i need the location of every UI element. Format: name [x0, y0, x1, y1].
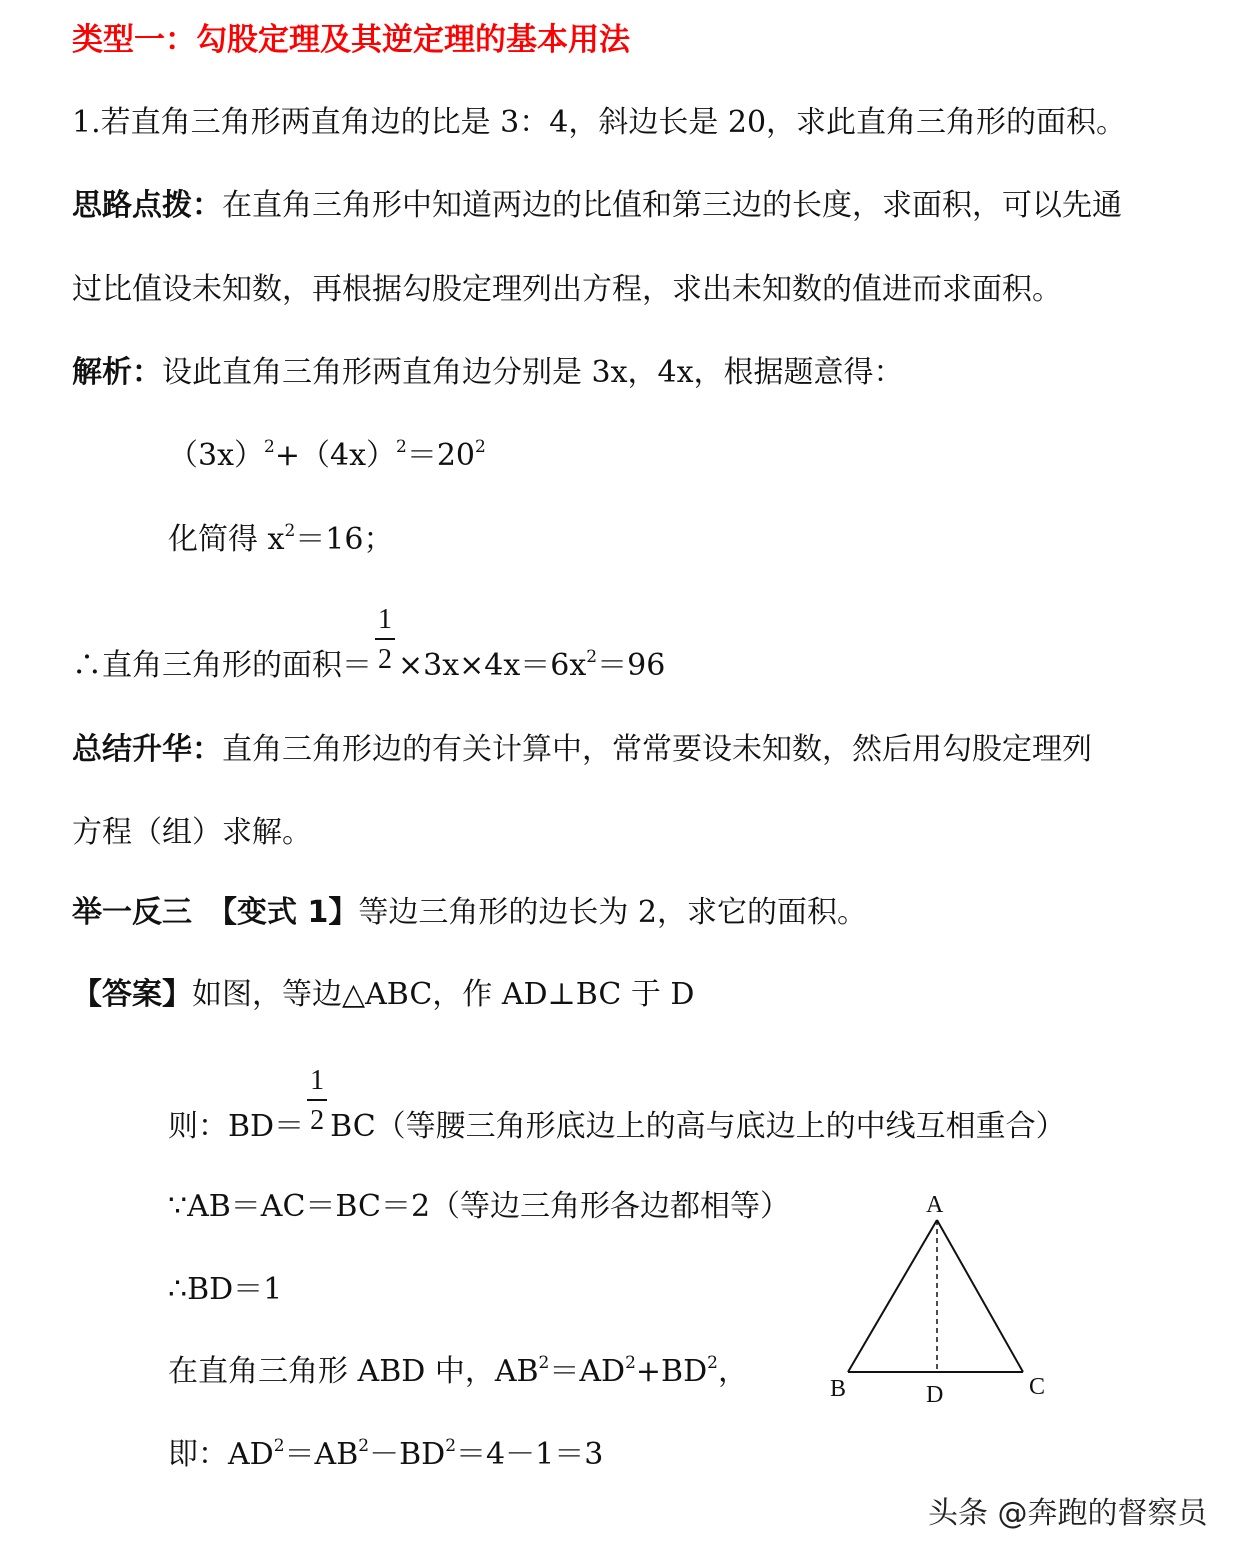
- fraction-denominator: 2: [310, 1105, 325, 1136]
- step5-minus: －BD: [369, 1437, 446, 1472]
- section-heading: 类型一：勾股定理及其逆定理的基本用法: [72, 22, 630, 58]
- step5-pre: 即：AD: [168, 1437, 274, 1472]
- hint-line-2: 过比值设未知数，再根据勾股定理列出方程，求出未知数的值进而求面积。: [72, 272, 1062, 307]
- eq1-a: （3x）: [168, 438, 265, 473]
- step4-pre: 在直角三角形 ABD 中，AB: [168, 1354, 539, 1389]
- step4-e3: 2: [707, 1353, 718, 1373]
- variant-label: 举一反三 【变式 1】: [72, 895, 359, 930]
- eq2-post: ＝16；: [295, 522, 394, 557]
- variant-text: 等边三角形的边长为 2，求它的面积。: [358, 895, 867, 930]
- eq2-exp: 2: [284, 521, 296, 541]
- summary-label: 总结升华：: [72, 732, 222, 767]
- hint-line-1: [72, 186, 1122, 226]
- step4-e2: 2: [625, 1353, 636, 1373]
- vertex-label-c: C: [1029, 1374, 1046, 1400]
- equation-2: [168, 520, 393, 560]
- equation-1: [168, 436, 486, 476]
- step5-mid: ＝AB: [284, 1437, 359, 1472]
- step5-e3: 2: [445, 1436, 457, 1456]
- point-label-d: D: [926, 1382, 944, 1408]
- step4-e1: 2: [538, 1353, 550, 1373]
- answer-step-5: [168, 1435, 603, 1475]
- eq1-plus: +（4x）: [274, 438, 396, 473]
- fraction-denominator: 2: [378, 644, 392, 675]
- answer-step-3: ∴BD＝1: [168, 1272, 283, 1307]
- step1-post: BC（等腰三角形底边上的高与底边上的中线互相重合）: [330, 1109, 1066, 1144]
- summary-text-1: 直角三角形边的有关计算中，常常要设未知数，然后用勾股定理列: [222, 732, 1092, 767]
- analysis-line: [72, 353, 904, 393]
- step4-mid: ＝AD: [549, 1354, 626, 1389]
- answer-text: 如图，等边△ABC，作 AD⊥BC 于 D: [192, 977, 695, 1012]
- question-1: 1.若直角三角形两直角边的比是 3：4，斜边长是 20，求此直角三角形的面积。: [72, 105, 1127, 140]
- answer-label: 【答案】: [72, 977, 192, 1012]
- variant-line: [72, 893, 867, 933]
- eq1-rhs: ＝20: [406, 438, 476, 473]
- vertex-label-b: B: [830, 1376, 847, 1402]
- answer-step-4: [168, 1352, 748, 1392]
- step4-plus: +BD: [635, 1354, 708, 1389]
- fraction-half-2: [306, 1065, 328, 1147]
- eq3-post: ＝96: [597, 648, 666, 683]
- eq1-a-exp: 2: [264, 437, 275, 457]
- fraction-half: [374, 604, 396, 686]
- answer-step-2: ∵AB＝AC＝BC＝2（等边三角形各边都相等）: [168, 1189, 791, 1224]
- fraction-numerator: 1: [310, 1065, 325, 1096]
- answer-line: [72, 975, 694, 1015]
- eq3-mid: ×3x×4x＝6x: [398, 648, 587, 683]
- hint-text-1: 在直角三角形中知道两边的比值和第三边的长度，求面积，可以先通: [222, 188, 1122, 223]
- analysis-text: 设此直角三角形两直角边分别是 3x，4x，根据题意得：: [162, 355, 904, 390]
- eq2-pre: 化简得 x: [168, 522, 285, 557]
- hint-label: 思路点拨：: [72, 188, 222, 223]
- fraction-numerator: 1: [378, 604, 392, 635]
- side-ac: [937, 1220, 1023, 1372]
- triangle-figure: [820, 1182, 1070, 1412]
- step5-e1: 2: [273, 1436, 285, 1456]
- eq1-rhs-exp: 2: [475, 437, 486, 457]
- side-ab: [848, 1220, 937, 1372]
- step5-e2: 2: [358, 1436, 370, 1456]
- answer-step-1: [168, 1065, 1066, 1147]
- vertex-label-a: A: [926, 1192, 944, 1218]
- eq3-pre: ∴直角三角形的面积＝: [72, 648, 372, 683]
- equation-3: [72, 604, 666, 686]
- summary-line-2: 方程（组）求解。: [72, 815, 312, 850]
- analysis-label: 解析：: [72, 355, 162, 390]
- step4-post: ，: [718, 1354, 748, 1389]
- step5-post: ＝4－1＝3: [456, 1437, 604, 1472]
- eq1-b-exp: 2: [396, 437, 407, 457]
- eq3-exp: 2: [586, 647, 598, 667]
- summary-line-1: [72, 730, 1092, 770]
- watermark: 头条 @奔跑的督察员: [928, 1496, 1208, 1531]
- step1-pre: 则：BD＝: [168, 1109, 305, 1144]
